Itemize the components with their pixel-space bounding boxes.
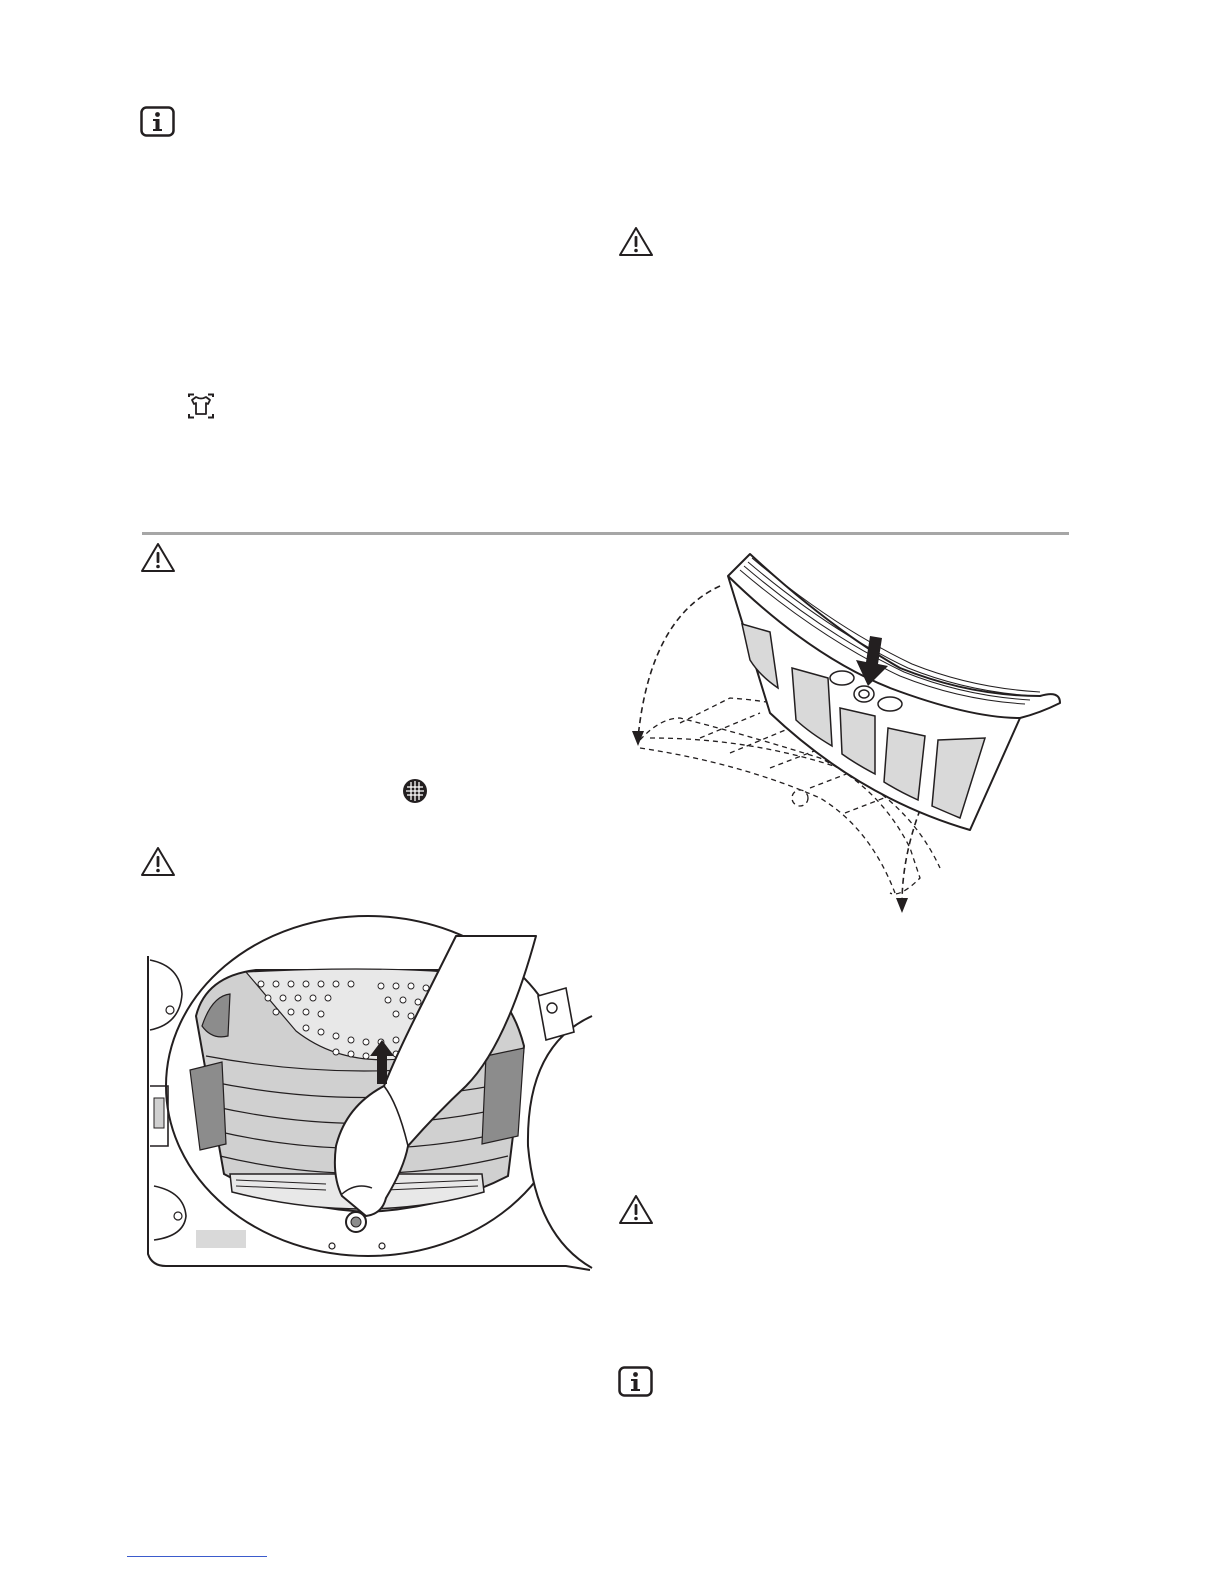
warning-icon — [140, 846, 176, 878]
warning-icon — [618, 1194, 654, 1226]
warning-icon — [618, 226, 654, 258]
info-icon — [140, 106, 176, 138]
filter-removal-illustration — [146, 936, 592, 1272]
info-icon — [618, 1366, 654, 1398]
section-divider — [142, 532, 1069, 535]
shirt-icon — [186, 393, 216, 419]
filter-mesh-icon — [402, 778, 428, 804]
warning-icon — [140, 542, 176, 574]
footer-link[interactable] — [127, 1556, 267, 1557]
filter-rotation-illustration — [620, 548, 1070, 920]
